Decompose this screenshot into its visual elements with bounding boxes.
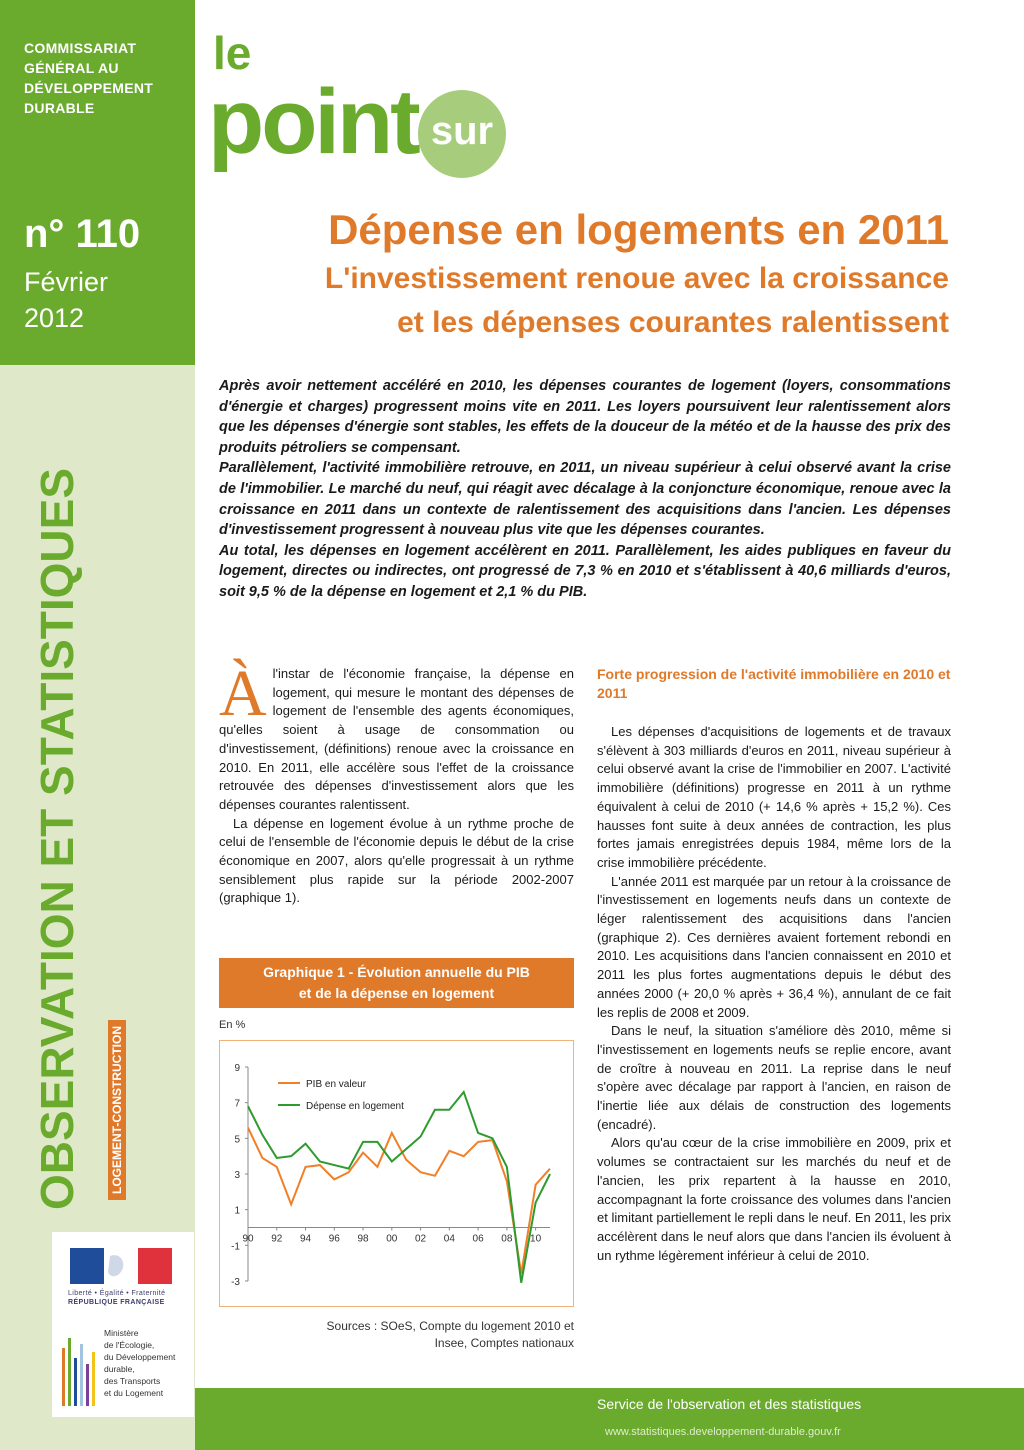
x-tick-label: 92 <box>271 1233 283 1245</box>
x-tick-label: 94 <box>299 1233 312 1245</box>
drop-cap: À <box>219 657 267 730</box>
x-tick-label: 00 <box>386 1233 398 1245</box>
x-tick-label: 02 <box>415 1233 427 1245</box>
x-tick-label: 90 <box>242 1233 254 1245</box>
y-tick-label: -3 <box>231 1277 240 1288</box>
ministry-line: de l'Écologie, <box>104 1340 155 1350</box>
ministry-line: et du Logement <box>104 1388 164 1398</box>
brand-logo-point: point <box>208 71 418 173</box>
chart-frame <box>219 1040 574 1307</box>
y-tick-label: -1 <box>231 1241 240 1253</box>
ministry-name <box>104 1327 192 1399</box>
legend-label: Dépense en logement <box>306 1101 404 1112</box>
org-line: DÉVELOPPEMENT <box>24 80 154 96</box>
body-paragraph: Les dépenses d'acquisitions de logements et de travaux s'élèvent à 303 milliards d'euros en 2011, niveau supérieur à celui observé avant la crise de l'immobilier en 2007. L'activité immobilière (définitions) progresse en 2011 à un rythme équivalent à celui de 2010 (+ 14,6 % après + 15,2 %). Ces hausses font suite à deux années de contraction, les plus fortes jamais enregistrées depuis 1984, même lors de la crise immobilière précédente. <box>597 724 951 870</box>
issue-number: n° 110 <box>24 212 141 256</box>
ministry-line: du Développement <box>104 1352 176 1362</box>
republic-caption <box>68 1290 178 1306</box>
x-tick-label: 98 <box>357 1233 369 1245</box>
issue-date <box>24 264 184 336</box>
body-paragraph: Alors qu'au cœur de la crise immobilière en 2009, prix et volumes se contractaient sur les marchés du neuf et de l'ancien, les prix repartent à la hausse en 2010, accompagnant la forte croissance des volumes dans l'ancien et limitant partiellement le repli dans le neuf. En 2011, les prix accélèrent dans le neuf alors que dans l'ancien ils évoluent à un rythme légèrement inférieur à celui de 2010. <box>597 1135 951 1263</box>
page-title: Dépense en logements en 2011 <box>328 206 949 253</box>
abstract-paragraph: Au total, les dépenses en logement accélèrent en 2011. Parallèlement, les aides publiques en faveur du logement, directes ou indirectes, ont progressé de 7,3 % en 2010 et s'établissent à 40,6 milliards d'euros, soit 9,5 % de la dépense en logement et 2,1 % du PIB. <box>219 542 951 600</box>
body-paragraph: La dépense en logement évolue à un rythme proche de celui de l'ensemble de l'économie depuis le début de la crise économique en 2007, alors qu'elle progressait à un rythme sensiblement plus rapide sur la période 2002-2007 (graphique 1). <box>219 815 574 906</box>
section-heading: Forte progression de l'activité immobilière en 2010 et 2011 <box>597 666 951 701</box>
body-paragraph: Dans le neuf, la situation s'améliore dès 2010, même si l'investissement en logements neufs se replie encore, avant de croître à nouveau en 2011. La reprise dans le neuf s'opère avec décalage par rapport à l'ancien, en raison de l'inertie liée aux délais de construction des logements (encadré). <box>597 1023 951 1132</box>
ministry-line: des Transports <box>104 1376 161 1386</box>
republic-name: RÉPUBLIQUE FRANÇAISE <box>68 1299 165 1306</box>
series-line-pib <box>248 1128 550 1274</box>
marianne-logo <box>70 1248 172 1284</box>
x-tick-label: 10 <box>530 1233 542 1245</box>
y-tick-label: 5 <box>234 1134 240 1146</box>
org-line: COMMISSARIAT <box>24 40 137 56</box>
footer-url[interactable]: www.statistiques.developpement-durable.gouv.fr <box>605 1426 841 1438</box>
vertical-title: OBSERVATION ET STATISTIQUES <box>31 467 83 1210</box>
y-tick-label: 3 <box>234 1170 240 1181</box>
abstract <box>219 376 951 603</box>
y-tick-label: 7 <box>234 1098 240 1110</box>
ministry-logo-box <box>52 1232 194 1417</box>
body-paragraph: L'année 2011 est marquée par un retour à la croissance de l'investissement en logements neufs dans un contexte de léger ralentissement des acquisitions dans l'ancien (graphique 2). Ces dernières avaient fortement rebondi en 2010. Les acquisitions dans l'ancien connaissent en 2010 et 2011 les plus fortes augmentations depuis le début des années 2000 (+ 20,0 % après + 36,4 %), annulant de ce fait les replis de 2008 et 2009. <box>597 873 951 1020</box>
abstract-paragraph: Parallèlement, l'activité immobilière retrouve, en 2011, un niveau supérieur à celui observé avant la crise de l'immobilier. Le marché du neuf, qui réagit avec décalage à la conjoncture économique, renoue avec la croissance en 2011 dans un contexte de ralentissement des acquisitions dans l'ancien. Les dépenses d'investissement progressent à nouveau plus vite que les dépenses courantes. <box>219 460 951 539</box>
x-tick-label: 96 <box>328 1233 340 1245</box>
graph-heading <box>219 958 574 1008</box>
republic-motto: Liberté • Égalité • Fraternité <box>68 1290 166 1297</box>
ministry-logo-mark <box>60 1328 100 1408</box>
issue-month: Février <box>24 267 109 297</box>
brand-logo-sur: sur <box>418 90 506 178</box>
footer-bar <box>195 1388 1024 1450</box>
sources-line: Insee, Comptes nationaux <box>434 1336 574 1350</box>
graph-unit-label: En % <box>219 1019 246 1031</box>
ministry-line: Ministère <box>104 1328 139 1338</box>
graph-heading-line: Graphique 1 - Évolution annuelle du PIB <box>263 964 530 980</box>
x-tick-label: 08 <box>501 1233 513 1245</box>
footer-service-name: Service de l'observation et des statistiques <box>597 1396 862 1412</box>
abstract-paragraph: Après avoir nettement accéléré en 2010, les dépenses courantes de logement (loyers, consommations d'énergie et charges) progressent moins vite en 2011. Les loyers poursuivent leur ralentissement alors que les dépenses d'énergie sont stables, les effets de la douceur de la météo et de la hausse des prix des produits pétroliers se compensant. <box>219 378 951 456</box>
series-line-logement <box>248 1092 550 1283</box>
y-tick-label: 1 <box>234 1205 240 1217</box>
org-line: GÉNÉRAL AU <box>24 60 119 76</box>
subtitle-line: et les dépenses courantes ralentissent <box>397 306 949 339</box>
x-tick-label: 04 <box>443 1233 455 1245</box>
brand-logo-le: le <box>213 27 252 79</box>
org-line: DURABLE <box>24 100 95 116</box>
legend-label: PIB en valeur <box>306 1079 367 1090</box>
left-column <box>219 657 574 908</box>
graph-heading-line: et de la dépense en logement <box>298 985 495 1001</box>
ministry-line: durable, <box>104 1364 135 1374</box>
vertical-subtitle: LOGEMENT-CONSTRUCTION <box>108 1020 126 1200</box>
organization-name <box>24 38 189 118</box>
issue-year: 2012 <box>24 303 85 333</box>
page-subtitle <box>215 257 949 345</box>
graph-sources <box>240 1318 574 1352</box>
line-chart <box>220 1041 573 1306</box>
subtitle-line: L'investissement renoue avec la croissance <box>324 262 949 295</box>
x-tick-label: 06 <box>472 1233 484 1245</box>
sources-line: Sources : SOeS, Compte du logement 2010 et <box>326 1319 574 1333</box>
y-tick-label: 9 <box>234 1063 240 1074</box>
right-column <box>597 665 951 1265</box>
body-paragraph: l'instar de l'économie française, la dépense en logement, qui mesure le montant des dépenses de logement de l'ensemble des agents économiques, qu'elles soient à usage de consommation ou d'investissement, (définitions) renoue avec la croissance en 2010. En 2011, elle accélère sous l'effet de la croissance retrouvée des dépenses d'investissement alors que les dépenses courantes ralentissent. <box>219 666 574 812</box>
